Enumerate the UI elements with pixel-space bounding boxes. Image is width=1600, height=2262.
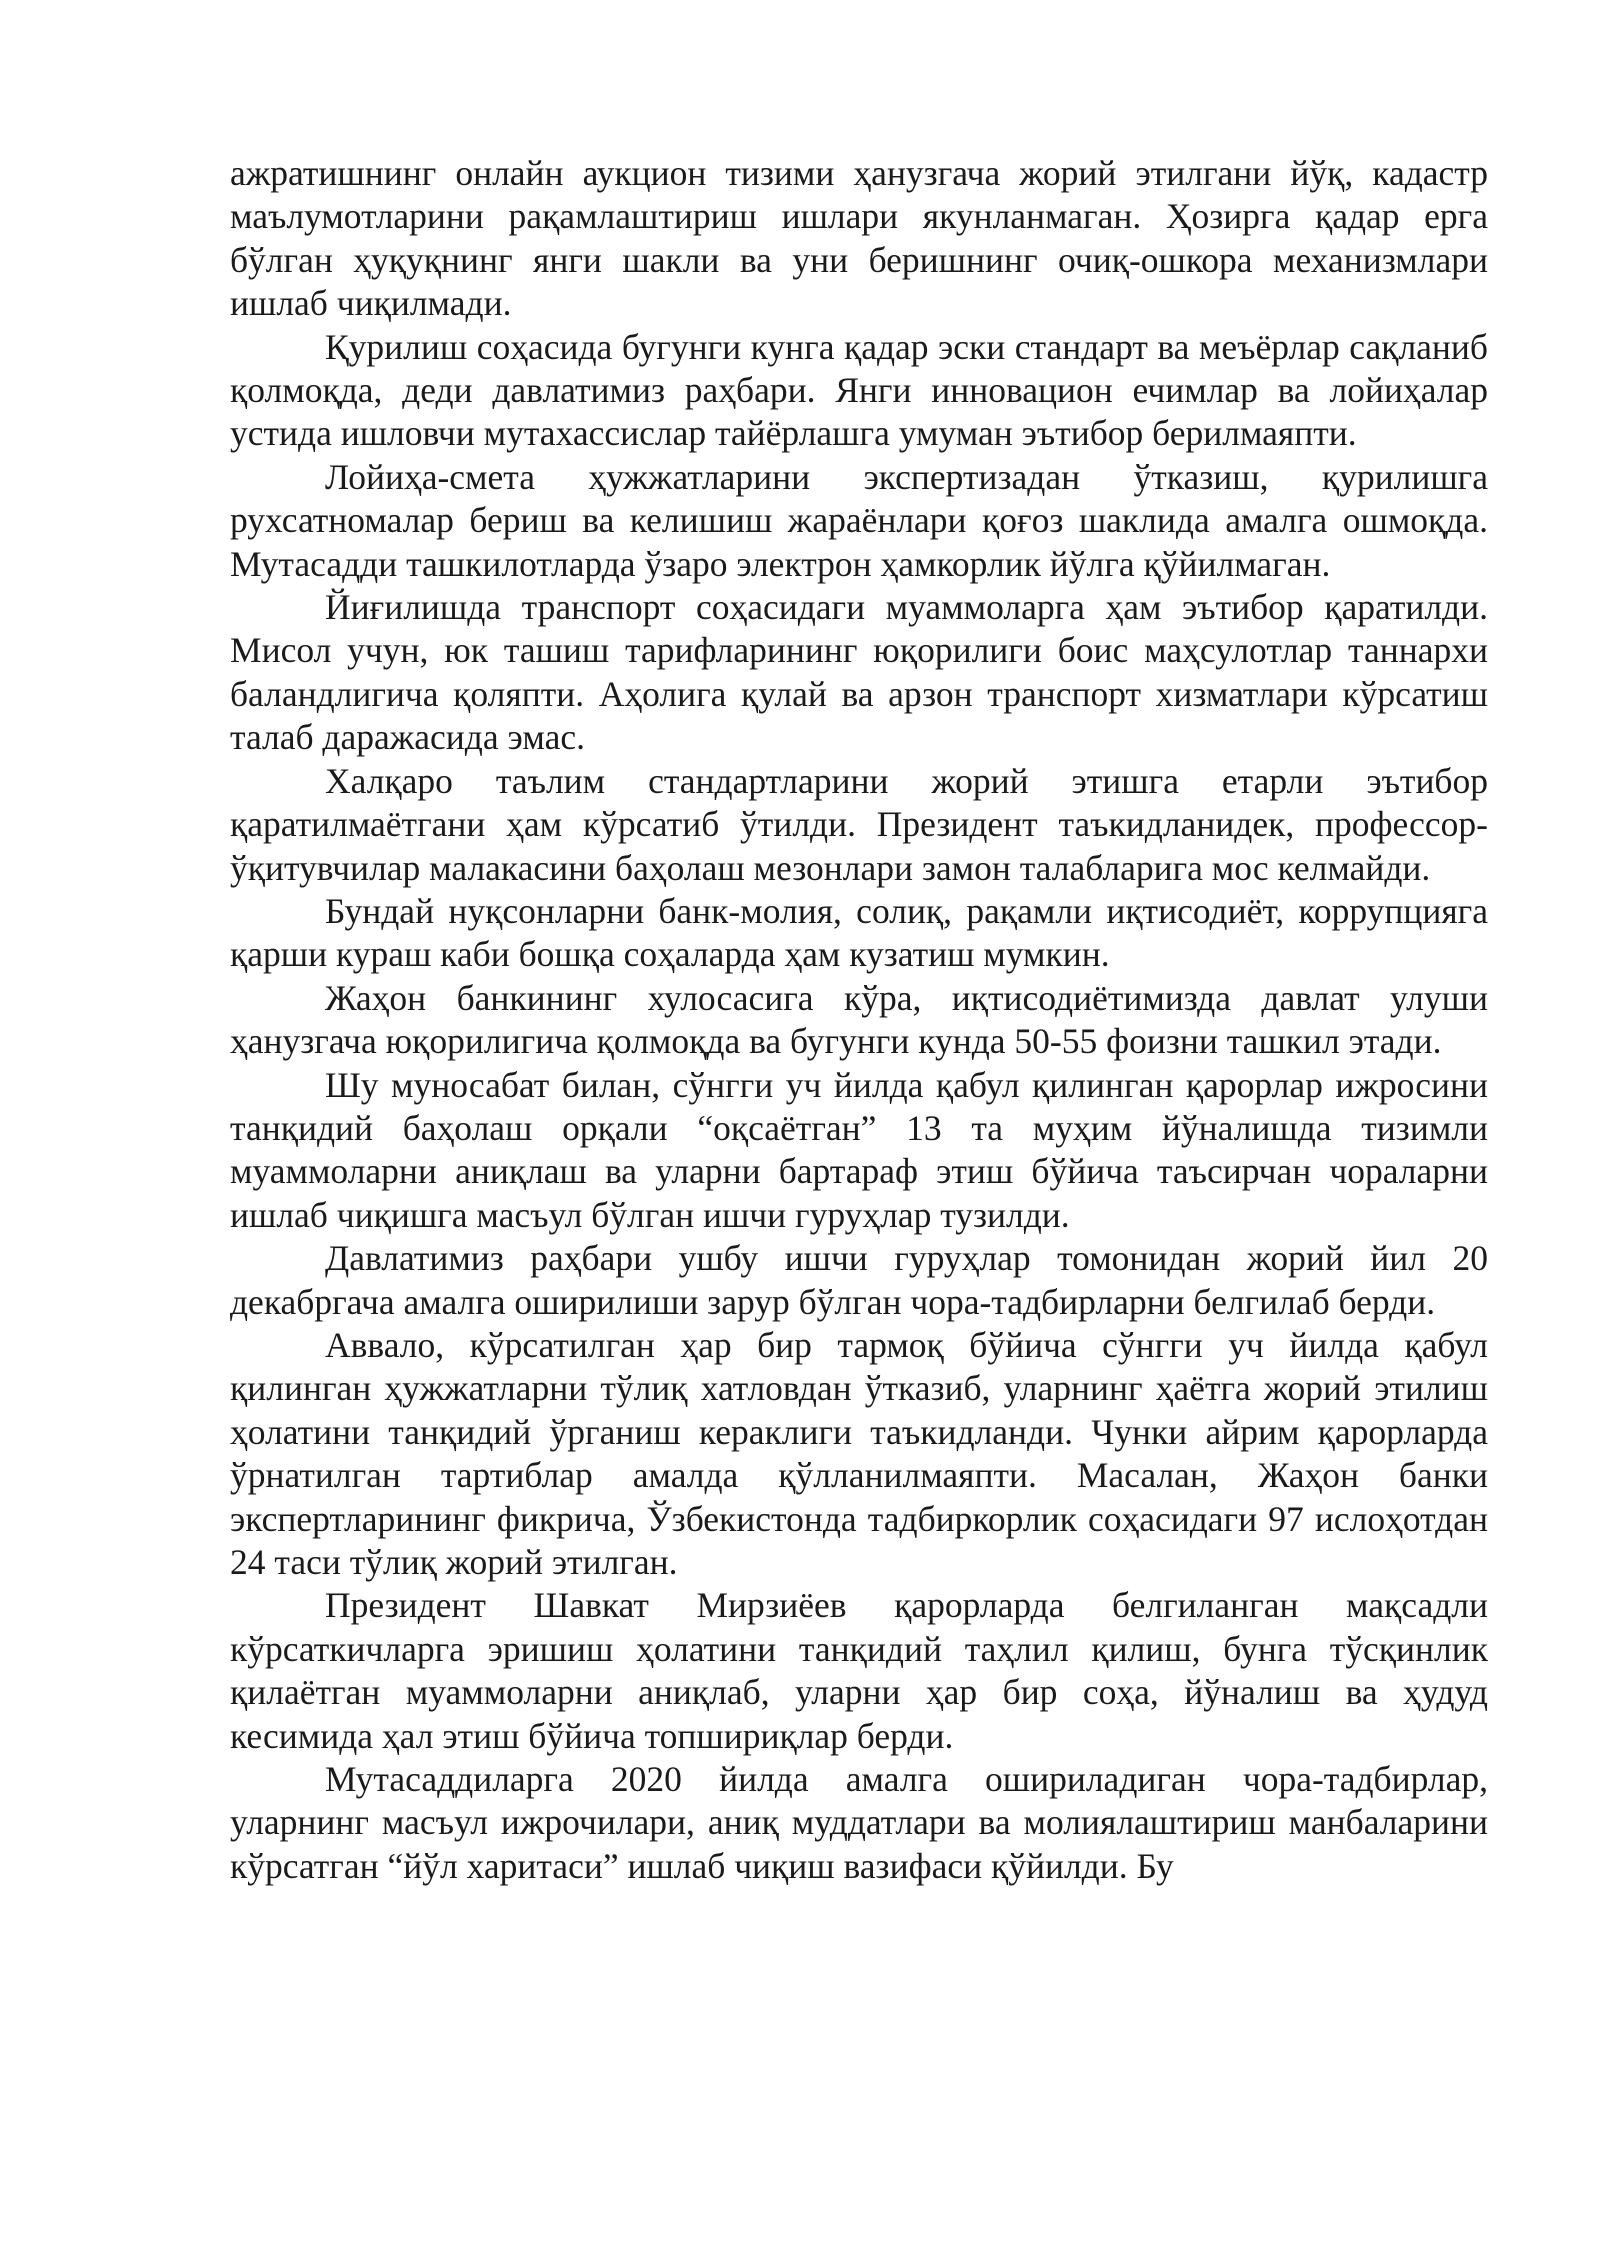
- paragraph-4: Йиғилишда транспорт соҳасидаги муаммоларга ҳам эътибор қаратилди. Мисол учун, юк ташиш тарифларининг юқорилиги боис маҳсулотлар таннархи баландлигича қоляпти. Аҳолига қулай ва арзон транспорт хизматлари кўрсатиш талаб даражасида эмас.: [230, 587, 1488, 758]
- paragraph-6: Бундай нуқсонларни банк-молия, солиқ, рақамли иқтисодиёт, коррупцияга қарши кураш каби бошқа соҳаларда ҳам кузатиш мумкин.: [230, 890, 1488, 975]
- paragraph-9: Давлатимиз раҳбари ушбу ишчи гуруҳлар томонидан жорий йил 20 декабргача амалга оширилиши зарур бўлган чора-тадбирларни белгилаб берди.: [230, 1238, 1488, 1322]
- paragraph-2: Қурилиш соҳасида бугунги кунга қадар эски стандарт ва меъёрлар сақланиб қолмоқда, деди давлатимиз раҳбари. Янги инновацион ечимлар ва лойиҳалар устида ишловчи мутахассислар тайёрлашга умуман эътибор берилмаяпти.: [230, 326, 1488, 454]
- paragraph-8: Шу муносабат билан, сўнгги уч йилда қабул қилинган қарорлар ижросини танқидий баҳолаш орқали “оқсаётган” 13 та муҳим йўналишда тизимли муаммоларни аниқлаш ва уларни бартараф этиш бўйича таъсирчан чораларни ишлаб чиқишга масъул бўлган ишчи гуруҳлар тузилди.: [230, 1064, 1488, 1235]
- paragraph-3: Лойиҳа-смета ҳужжатларини экспертизадан ўтказиш, қурилишга рухсатномалар бериш ва келишиш жараёнлари қоғоз шаклида амалга ошмоқда. Мутасадди ташкилотларда ўзаро электрон ҳамкорлик йўлга қўйилмаган.: [230, 456, 1488, 584]
- paragraph-10: Аввало, кўрсатилган ҳар бир тармоқ бўйича сўнгги уч йилда қабул қилинган ҳужжатларни тўлиқ хатловдан ўтказиб, уларнинг ҳаётга жорий этилиш ҳолатини танқидий ўрганиш кераклиги таъкидланди. Чунки айрим қарорларда ўрнатилган тартиблар амалда қўлланилмаяпти. Масалан, Жаҳон банки экспертларининг фикрича, Ўзбекистонда тадбиркорлик соҳасидаги 97 ислоҳотдан 24 таси тўлиқ жорий этилган.: [230, 1324, 1488, 1582]
- paragraph-1: ажратишнинг онлайн аукцион тизими ҳанузгача жорий этилгани йўқ, кадастр маълумотларини рақамлаштириш ишлари якунланмаган. Ҳозирга қадар ерга бўлган ҳуқуқнинг янги шакли ва уни беришнинг очиқ-ошкора механизмлари ишлаб чиқилмади.: [230, 153, 1488, 324]
- paragraph-11: Президент Шавкат Мирзиёев қарорларда белгиланган мақсадли кўрсаткичларга эришиш ҳолатини танқидий таҳлил қилиш, бунга тўсқинлик қилаётган муаммоларни аниқлаб, уларни ҳар бир соҳа, йўналиш ва ҳудуд кесимида ҳал этиш бўйича топшириқлар берди.: [230, 1585, 1488, 1756]
- document-body: [230, 152, 1488, 1888]
- paragraph-7: Жаҳон банкининг хулосасига кўра, иқтисодиётимизда давлат улуши ҳанузгача юқорилигича қолмоқда ва бугунги кунда 50-55 фоизни ташкил этади.: [230, 977, 1488, 1062]
- paragraph-5: Халқаро таълим стандартларини жорий этишга етарли эътибор қаратилмаётгани ҳам кўрсатиб ўтилди. Президент таъкидланидек, профессор-ўқитувчилар малакасини баҳолаш мезонлари замон талабларига мос келмайди.: [230, 760, 1488, 888]
- paragraph-12: Мутасаддиларга 2020 йилда амалга ошириладиган чора-тадбирлар, уларнинг масъул ижрочилари, аниқ муддатлари ва молиялаштириш манбаларини кўрсатган “йўл харитаси” ишлаб чиқиш вазифаси қўйилди. Бу: [230, 1759, 1488, 1886]
